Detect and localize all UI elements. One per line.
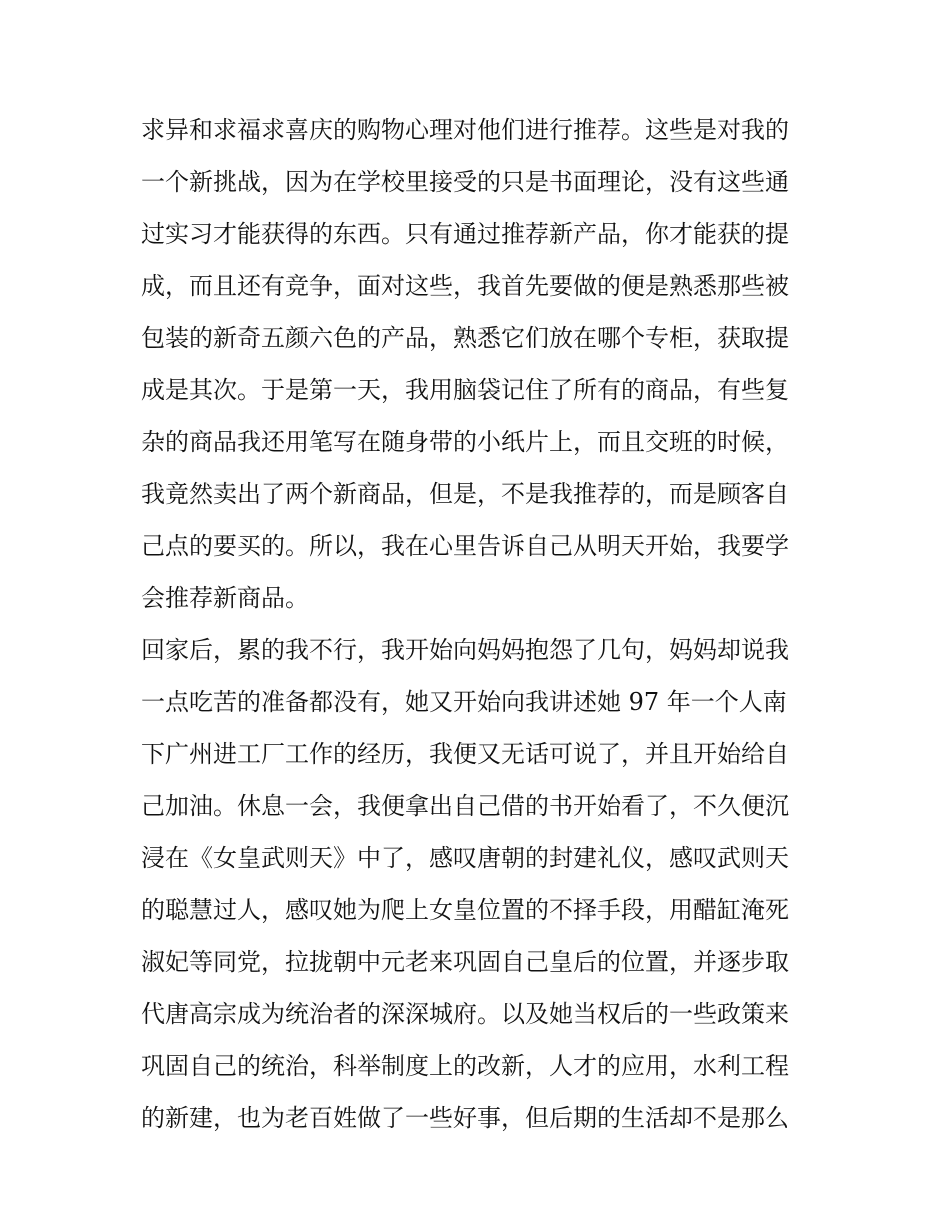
text-line: 包装的新奇五颜六色的产品，熟悉它们放在哪个专柜，获取提: [141, 324, 789, 352]
text-line: 己点的要买的。所以，我在心里告诉自己从明天开始，我要学: [141, 532, 789, 560]
text-line: 我竟然卖出了两个新商品，但是，不是我推荐的，而是顾客自: [141, 480, 789, 508]
text-line: 成，而且还有竞争，面对这些，我首先要做的便是熟悉那些被: [141, 272, 789, 300]
text-line: 巩固自己的统治，科举制度上的改新，人才的应用，水利工程: [141, 1052, 789, 1080]
text-line: 代唐高宗成为统治者的深深城府。以及她当权后的一些政策来: [141, 1000, 789, 1028]
text-line: 一点吃苦的准备都没有，她又开始向我讲述她 97 年一个人南: [141, 688, 787, 716]
text-line: 浸在《女皇武则天》中了，感叹唐朝的封建礼仪，感叹武则天: [141, 844, 789, 872]
text-line: 己加油。休息一会，我便拿出自己借的书开始看了，不久便沉: [141, 792, 789, 820]
text-line: 下广州进工厂工作的经历，我便又无话可说了，并且开始给自: [141, 740, 789, 768]
text-line: 会推荐新商品。: [141, 584, 309, 612]
text-line: 一个新挑战，因为在学校里接受的只是书面理论，没有这些通: [141, 168, 789, 196]
text-line: 淑妃等同党，拉拢朝中元老来巩固自己皇后的位置，并逐步取: [141, 948, 789, 976]
text-line: 成是其次。于是第一天，我用脑袋记住了所有的商品，有些复: [141, 376, 789, 404]
text-line: 过实习才能获得的东西。只有通过推荐新产品，你才能获的提: [141, 220, 789, 248]
text-line: 杂的商品我还用笔写在随身带的小纸片上，而且交班的时候，: [141, 428, 789, 456]
text-line: 求异和求福求喜庆的购物心理对他们进行推荐。这些是对我的: [141, 116, 789, 144]
body-text: [141, 104, 813, 1144]
text-line: 回家后，累的我不行，我开始向妈妈抱怨了几句，妈妈却说我: [141, 636, 789, 664]
text-line: 的新建，也为老百姓做了一些好事，但后期的生活却不是那么: [141, 1104, 789, 1132]
text-line: 的聪慧过人，感叹她为爬上女皇位置的不择手段，用醋缸淹死: [141, 896, 789, 924]
